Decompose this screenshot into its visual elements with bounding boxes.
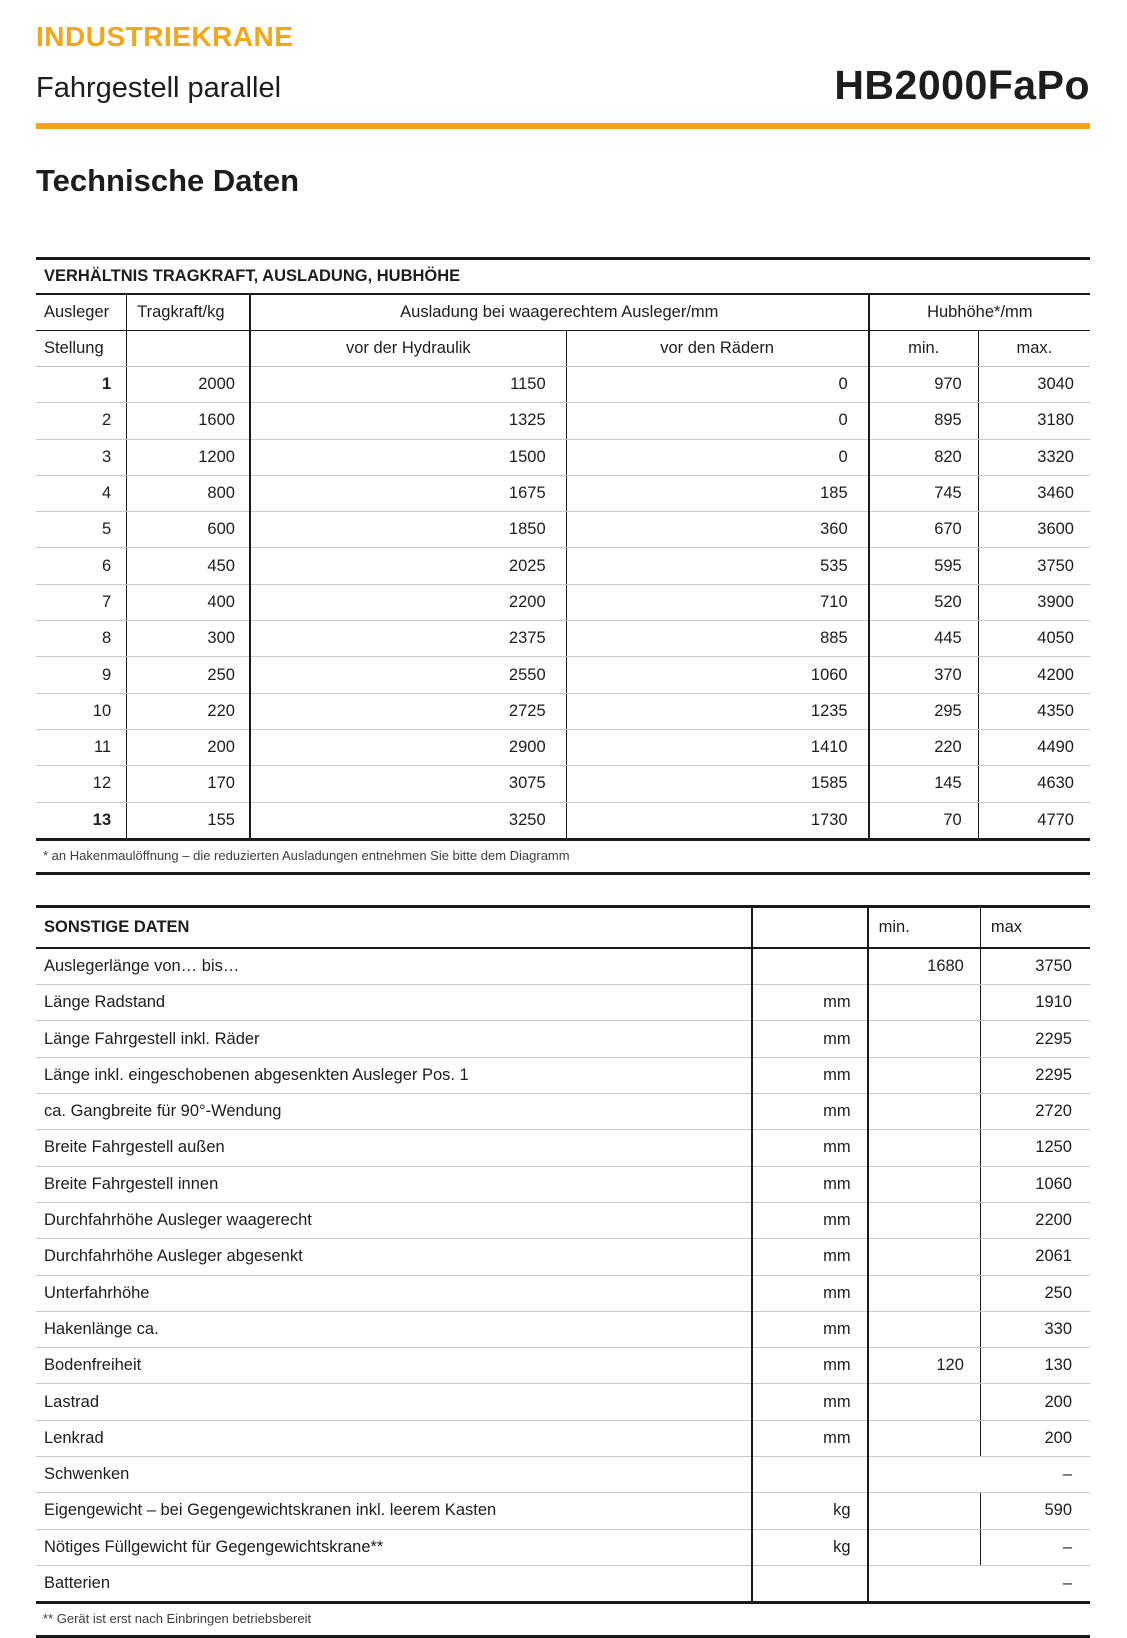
header-min: min. — [869, 330, 979, 366]
cell-unit: mm — [752, 1348, 868, 1384]
cell-min: 970 — [869, 366, 979, 402]
data-row — [36, 1384, 1090, 1420]
cell-vor-raedern: 1235 — [566, 693, 868, 729]
cell-min: 70 — [869, 802, 979, 839]
cell-stellung: 1 — [36, 366, 127, 402]
cell-min: 745 — [869, 475, 979, 511]
cell-min: 895 — [869, 403, 979, 439]
cell-vor-raedern: 885 — [566, 621, 868, 657]
cell-min — [868, 1202, 981, 1238]
cell-min — [868, 1094, 981, 1130]
capacity-table-block — [36, 257, 1090, 875]
cell-vor-raedern: 1585 — [566, 766, 868, 802]
cell-max: 4050 — [978, 621, 1090, 657]
cell-stellung: 12 — [36, 766, 127, 802]
accent-divider — [36, 123, 1090, 129]
header-tragkraft: Tragkraft/kg — [127, 294, 250, 331]
cell-stellung: 9 — [36, 657, 127, 693]
cell-label: Länge Fahrgestell inkl. Räder — [36, 1021, 752, 1057]
cell-label: Länge inkl. eingeschobenen abgesenkten Ausleger Pos. 1 — [36, 1057, 752, 1093]
cell-max: – — [868, 1457, 1090, 1493]
cell-stellung: 3 — [36, 439, 127, 475]
cell-vor-raedern: 185 — [566, 475, 868, 511]
cell-max: 2720 — [980, 1094, 1090, 1130]
data-row — [36, 1130, 1090, 1166]
cell-vor-hydraulik: 3075 — [250, 766, 566, 802]
page-title: Technische Daten — [36, 162, 300, 198]
cell-label: Unterfahrhöhe — [36, 1275, 752, 1311]
cell-unit — [752, 948, 868, 985]
cell-unit: mm — [752, 1130, 868, 1166]
header-vor-raedern: vor den Rädern — [566, 330, 868, 366]
cell-min — [868, 1021, 981, 1057]
cell-unit: mm — [752, 1202, 868, 1238]
cell-label: Lastrad — [36, 1384, 752, 1420]
other-data-header-row — [36, 906, 1090, 948]
cell-max: 4200 — [978, 657, 1090, 693]
cell-vor-raedern: 710 — [566, 584, 868, 620]
data-row — [36, 1239, 1090, 1275]
cell-max: 4630 — [978, 766, 1090, 802]
capacity-row — [36, 693, 1090, 729]
header-stellung: Stellung — [36, 330, 127, 366]
capacity-table-footnote: * an Hakenmaulöffnung – die reduzierten Ausladungen entnehmen Sie bitte dem Diagramm — [36, 841, 1090, 875]
data-row — [36, 1529, 1090, 1565]
cell-label: Länge Radstand — [36, 985, 752, 1021]
cell-stellung: 11 — [36, 729, 127, 765]
cell-vor-hydraulik: 2550 — [250, 657, 566, 693]
cell-label: Schwenken — [36, 1457, 752, 1493]
cell-max: 130 — [980, 1348, 1090, 1384]
data-row — [36, 1202, 1090, 1238]
cell-tragkraft: 220 — [127, 693, 250, 729]
header-ausleger: Ausleger — [36, 294, 127, 331]
cell-vor-hydraulik: 1850 — [250, 512, 566, 548]
cell-max: 3750 — [978, 548, 1090, 584]
cell-max: 3320 — [978, 439, 1090, 475]
capacity-row — [36, 403, 1090, 439]
capacity-row — [36, 512, 1090, 548]
cell-label: Nötiges Füllgewicht für Gegengewichtskrane** — [36, 1529, 752, 1565]
data-row — [36, 1275, 1090, 1311]
cell-max: 1910 — [980, 985, 1090, 1021]
cell-tragkraft: 1200 — [127, 439, 250, 475]
capacity-row — [36, 729, 1090, 765]
capacity-row — [36, 802, 1090, 839]
cell-vor-hydraulik: 1675 — [250, 475, 566, 511]
header-ausladung-group: Ausladung bei waagerechtem Ausleger/mm — [250, 294, 869, 331]
cell-max: 250 — [980, 1275, 1090, 1311]
cell-tragkraft: 400 — [127, 584, 250, 620]
cell-min: 445 — [869, 621, 979, 657]
cell-label: Durchfahrhöhe Ausleger abgesenkt — [36, 1239, 752, 1275]
cell-max: 3600 — [978, 512, 1090, 548]
cell-vor-hydraulik: 2375 — [250, 621, 566, 657]
model-number: HB2000FaPo — [834, 61, 1090, 108]
cell-min — [868, 1420, 981, 1456]
data-row — [36, 1094, 1090, 1130]
other-data-footnote: ** Gerät ist erst nach Einbringen betriebsbereit — [36, 1604, 1090, 1638]
cell-max: 2295 — [980, 1057, 1090, 1093]
cell-vor-hydraulik: 1325 — [250, 403, 566, 439]
cell-max: 4350 — [978, 693, 1090, 729]
cell-stellung: 5 — [36, 512, 127, 548]
capacity-table — [36, 257, 1090, 841]
header-vor-hydraulik: vor der Hydraulik — [250, 330, 566, 366]
cell-tragkraft: 2000 — [127, 366, 250, 402]
cell-tragkraft: 600 — [127, 512, 250, 548]
cell-vor-raedern: 0 — [566, 439, 868, 475]
cell-label: Bodenfreiheit — [36, 1348, 752, 1384]
cell-max: 2200 — [980, 1202, 1090, 1238]
header-unit-empty — [752, 906, 868, 948]
capacity-table-title-row — [36, 258, 1090, 294]
data-row — [36, 948, 1090, 985]
other-data-title: SONSTIGE DATEN — [36, 906, 752, 948]
cell-min — [868, 1311, 981, 1347]
cell-max: – — [980, 1529, 1090, 1565]
cell-tragkraft: 450 — [127, 548, 250, 584]
cell-unit: kg — [752, 1529, 868, 1565]
cell-max: – — [868, 1565, 1090, 1602]
cell-max: 200 — [980, 1420, 1090, 1456]
cell-min: 1680 — [868, 948, 981, 985]
cell-min — [868, 985, 981, 1021]
cell-unit: mm — [752, 1275, 868, 1311]
cell-max: 330 — [980, 1311, 1090, 1347]
data-row — [36, 1348, 1090, 1384]
cell-label: ca. Gangbreite für 90°-Wendung — [36, 1094, 752, 1130]
other-data-table-block — [36, 905, 1090, 1638]
cell-unit: mm — [752, 1311, 868, 1347]
cell-min: 295 — [869, 693, 979, 729]
data-row — [36, 1457, 1090, 1493]
cell-max: 4490 — [978, 729, 1090, 765]
header-empty — [127, 330, 250, 366]
header-hubhoehe-group: Hubhöhe*/mm — [869, 294, 1090, 331]
data-row — [36, 985, 1090, 1021]
data-row — [36, 1021, 1090, 1057]
cell-unit: mm — [752, 1384, 868, 1420]
cell-vor-raedern: 0 — [566, 403, 868, 439]
header-min: min. — [868, 906, 981, 948]
cell-label: Durchfahrhöhe Ausleger waagerecht — [36, 1202, 752, 1238]
cell-vor-raedern: 1730 — [566, 802, 868, 839]
capacity-row — [36, 584, 1090, 620]
cell-stellung: 10 — [36, 693, 127, 729]
cell-min — [868, 1384, 981, 1420]
cell-stellung: 8 — [36, 621, 127, 657]
capacity-row — [36, 439, 1090, 475]
cell-min — [868, 1130, 981, 1166]
cell-label: Eigengewicht – bei Gegengewichtskranen inkl. leerem Kasten — [36, 1493, 752, 1529]
capacity-row — [36, 621, 1090, 657]
cell-max: 4770 — [978, 802, 1090, 839]
data-row — [36, 1057, 1090, 1093]
cell-vor-hydraulik: 2725 — [250, 693, 566, 729]
cell-min — [868, 1493, 981, 1529]
capacity-header-row-1 — [36, 294, 1090, 331]
capacity-row — [36, 657, 1090, 693]
cell-vor-raedern: 535 — [566, 548, 868, 584]
data-row — [36, 1565, 1090, 1602]
cell-stellung: 6 — [36, 548, 127, 584]
cell-unit: mm — [752, 985, 868, 1021]
data-row — [36, 1311, 1090, 1347]
cell-tragkraft: 250 — [127, 657, 250, 693]
cell-label: Batterien — [36, 1565, 752, 1602]
cell-max: 3460 — [978, 475, 1090, 511]
cell-unit: mm — [752, 1166, 868, 1202]
cell-max: 590 — [980, 1493, 1090, 1529]
cell-stellung: 7 — [36, 584, 127, 620]
capacity-row — [36, 548, 1090, 584]
cell-min: 120 — [868, 1348, 981, 1384]
cell-tragkraft: 1600 — [127, 403, 250, 439]
cell-max: 3750 — [980, 948, 1090, 985]
cell-label: Auslegerlänge von… bis… — [36, 948, 752, 985]
cell-unit: mm — [752, 1239, 868, 1275]
cell-vor-raedern: 0 — [566, 366, 868, 402]
capacity-header-row-2 — [36, 330, 1090, 366]
cell-min: 370 — [869, 657, 979, 693]
cell-max: 3900 — [978, 584, 1090, 620]
cell-vor-hydraulik: 2200 — [250, 584, 566, 620]
cell-unit: mm — [752, 1420, 868, 1456]
cell-max: 2061 — [980, 1239, 1090, 1275]
cell-unit: mm — [752, 1021, 868, 1057]
cell-label: Breite Fahrgestell innen — [36, 1166, 752, 1202]
data-row — [36, 1493, 1090, 1529]
cell-min: 595 — [869, 548, 979, 584]
cell-min: 220 — [869, 729, 979, 765]
cell-label: Lenkrad — [36, 1420, 752, 1456]
cell-min: 145 — [869, 766, 979, 802]
cell-vor-hydraulik: 3250 — [250, 802, 566, 839]
cell-min — [868, 1166, 981, 1202]
capacity-row — [36, 366, 1090, 402]
cell-unit: mm — [752, 1057, 868, 1093]
cell-max: 3180 — [978, 403, 1090, 439]
cell-max: 1060 — [980, 1166, 1090, 1202]
cell-unit — [752, 1565, 868, 1602]
cell-min: 670 — [869, 512, 979, 548]
cell-tragkraft: 200 — [127, 729, 250, 765]
cell-vor-hydraulik: 1150 — [250, 366, 566, 402]
capacity-row — [36, 766, 1090, 802]
cell-min: 520 — [869, 584, 979, 620]
cell-tragkraft: 300 — [127, 621, 250, 657]
cell-min — [868, 1057, 981, 1093]
cell-unit — [752, 1457, 868, 1493]
cell-tragkraft: 155 — [127, 802, 250, 839]
header-max: max — [980, 906, 1090, 948]
cell-stellung: 13 — [36, 802, 127, 839]
cell-vor-hydraulik: 2900 — [250, 729, 566, 765]
product-subtitle: Fahrgestell parallel — [36, 72, 282, 105]
cell-min: 820 — [869, 439, 979, 475]
data-row — [36, 1420, 1090, 1456]
cell-label: Hakenlänge ca. — [36, 1311, 752, 1347]
cell-max: 2295 — [980, 1021, 1090, 1057]
other-data-table — [36, 905, 1090, 1604]
cell-unit: mm — [752, 1094, 868, 1130]
cell-min — [868, 1529, 981, 1565]
data-row — [36, 1166, 1090, 1202]
cell-max: 3040 — [978, 366, 1090, 402]
capacity-row — [36, 475, 1090, 511]
cell-stellung: 2 — [36, 403, 127, 439]
cell-stellung: 4 — [36, 475, 127, 511]
cell-vor-raedern: 360 — [566, 512, 868, 548]
header-max: max. — [978, 330, 1090, 366]
cell-min — [868, 1239, 981, 1275]
cell-label: Breite Fahrgestell außen — [36, 1130, 752, 1166]
cell-vor-hydraulik: 2025 — [250, 548, 566, 584]
cell-vor-raedern: 1060 — [566, 657, 868, 693]
cell-min — [868, 1275, 981, 1311]
capacity-table-title: VERHÄLTNIS TRAGKRAFT, AUSLADUNG, HUBHÖHE — [36, 258, 1090, 294]
cell-tragkraft: 170 — [127, 766, 250, 802]
brand-title: INDUSTRIEKRANE — [36, 21, 294, 52]
cell-tragkraft: 800 — [127, 475, 250, 511]
cell-vor-raedern: 1410 — [566, 729, 868, 765]
cell-max: 200 — [980, 1384, 1090, 1420]
header-row — [36, 61, 1090, 108]
cell-max: 1250 — [980, 1130, 1090, 1166]
cell-unit: kg — [752, 1493, 868, 1529]
cell-vor-hydraulik: 1500 — [250, 439, 566, 475]
